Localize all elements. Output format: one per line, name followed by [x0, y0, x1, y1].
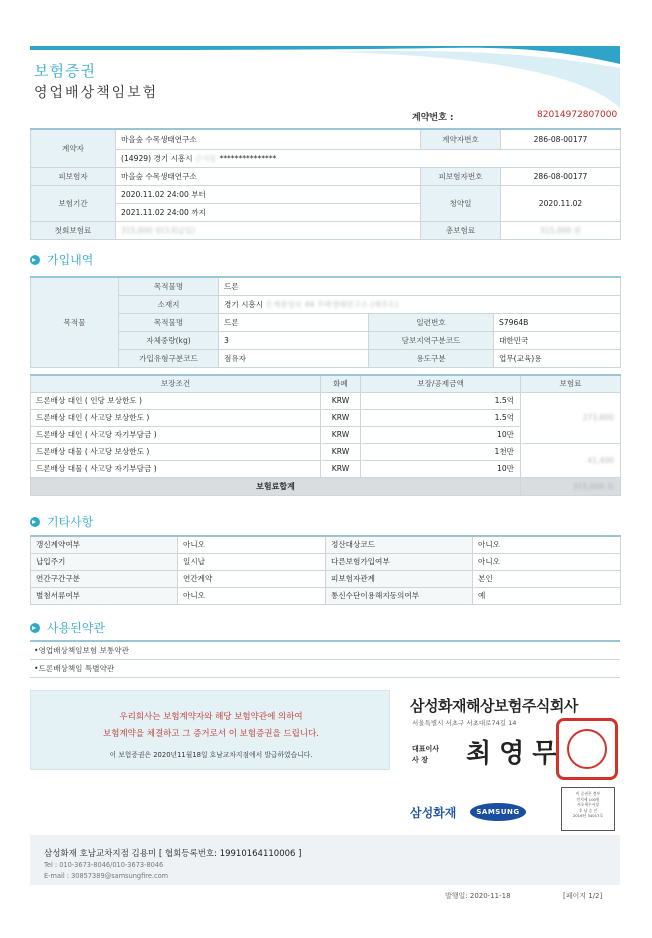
section-other [30, 513, 93, 531]
ceo-title-1: 대표이사 [412, 745, 440, 753]
first-premium-label: 첫회보험료 [31, 221, 116, 239]
premium-person: 273,600 [582, 413, 614, 422]
table-row [31, 553, 621, 570]
coverage-header-currency: 화폐 [321, 375, 361, 392]
coverage-name: 드론배상 대물 ( 사고당 자기부담금 ) [31, 460, 321, 477]
table-row [31, 587, 621, 604]
list-item: •드론배상책임 특별약관 [30, 660, 620, 678]
location-prefix: 경기 시흥시 [224, 299, 264, 309]
region-label: 담보지역구분코드 [369, 331, 494, 349]
other-label: 다른보험가입여부 [326, 553, 473, 570]
section-enrollment [30, 251, 93, 269]
stamp-duty-box [561, 787, 615, 831]
other-value: 일시납 [178, 553, 326, 570]
location-label: 소재지 [119, 295, 219, 313]
section-arrow-icon [30, 255, 40, 265]
insured-label: 피보험자 [31, 167, 116, 185]
notice-line-3: 이 보험증권은 2020년11월18일 호남교차지점에서 발급하였습니다. [109, 751, 313, 759]
page-subtitle: 영업배상책임보험 [34, 85, 159, 101]
coverage-amount: 10만 [361, 460, 521, 477]
total-value: 315,000 원 [572, 481, 614, 491]
ceo-title-2: 사 장 [412, 756, 428, 764]
contract-number-row [0, 110, 652, 124]
table-row [31, 392, 621, 409]
contract-number-value: 82014972807000 [537, 110, 618, 120]
table-row [31, 570, 621, 587]
contractor-address [116, 149, 621, 167]
location-value [219, 295, 621, 313]
coverage-name: 드론배상 대인 ( 사고당 보상한도 ) [31, 409, 321, 426]
samsung-fire-logo: 삼성화재 [410, 806, 457, 820]
contractor-name: 마을숲 수목생태연구소 [116, 129, 421, 149]
object-type-label: 목적물명 [119, 277, 219, 295]
join-type-label: 가입유형구분코드 [119, 349, 219, 367]
other-value: 연간계약 [178, 570, 326, 587]
section-terms-title: 사용된약관 [47, 621, 105, 635]
coverage-name: 드론배상 대인 ( 사고당 자기부담금 ) [31, 426, 321, 443]
address-masked: 근식동 [195, 153, 218, 163]
section-enrollment-title: 가입내역 [47, 253, 94, 267]
period-to: 2021.11.02 24:00 까지 [116, 203, 421, 221]
period-from: 2020.11.02 24:00 부터 [116, 185, 421, 203]
total-premium-value: 315,000 원 [539, 225, 582, 235]
contractor-no-label: 계약자번호 [421, 129, 501, 149]
period-label: 보험기간 [31, 185, 116, 221]
notice-line-2: 보험계약을 체결하고 그 증거로서 이 보험증권을 드립니다. [103, 729, 319, 739]
coverage-currency: KRW [321, 392, 361, 409]
certificate-header [30, 46, 620, 108]
agent-name: 삼성화재 호남교차지점 김용미 [ 협회등록번호: 19910164110006 ] [44, 849, 302, 859]
page-indicator: [페이지 1/2] [563, 892, 603, 900]
total-premium-label: 총보험료 [421, 221, 501, 239]
contractor-label: 계약자 [31, 129, 116, 167]
serial-value: S7964B [494, 313, 621, 331]
other-value: 아니오 [473, 553, 621, 570]
coverage-amount: 10만 [361, 426, 521, 443]
coverage-header-premium: 보험료 [521, 375, 621, 392]
other-value: 본인 [473, 570, 621, 587]
coverage-table [30, 374, 621, 496]
seal-inner-circle [567, 729, 607, 769]
object-name-label: 목적물명 [119, 313, 219, 331]
company-name: 삼성화재해상보험주식회사 [410, 697, 578, 715]
join-type-value: 점유자 [219, 349, 369, 367]
coverage-currency: KRW [321, 409, 361, 426]
other-label: 통신수단이용해지동의여부 [326, 587, 473, 604]
list-item: •영업배상책임보험 보통약관 [30, 642, 620, 660]
notice-box [30, 690, 390, 770]
address-stars: *************** [219, 153, 277, 163]
weight-value: 3 [219, 331, 369, 349]
insured-name: 마을숲 수목생태연구소 [116, 167, 421, 185]
coverage-amount: 1.5억 [361, 409, 521, 426]
agent-tel: Tel : 010-3673-8046/010-3673-8046 [44, 861, 164, 869]
contract-number-label: 계약번호 : [412, 113, 454, 123]
agent-email: E-mail : 30857389@samsungfire.com [44, 872, 169, 880]
region-value: 대한민국 [494, 331, 621, 349]
other-value: 아니오 [473, 536, 621, 553]
stamp-line: 인지세 100원 [576, 796, 600, 802]
total-label: 보험료합계 [31, 477, 521, 495]
coverage-header-amount: 보장/공제금액 [361, 375, 521, 392]
ceo-name: 최영무 [466, 739, 566, 769]
coverage-currency: KRW [321, 426, 361, 443]
other-value: 아니오 [178, 587, 326, 604]
page-title: 보험증권 [34, 62, 96, 80]
other-label: 별첨서류여부 [31, 587, 178, 604]
subscribe-label: 청약일 [421, 185, 501, 221]
other-label: 갱신계약여부 [31, 536, 178, 553]
contract-info-table [30, 128, 621, 240]
address-prefix: (14929) 경기 시흥시 [121, 153, 193, 163]
section-arrow-icon [30, 623, 40, 633]
serial-label: 일련번호 [369, 313, 494, 331]
stamp-line: 이 증권은 정부 [575, 791, 601, 796]
other-label: 납입주기 [31, 553, 178, 570]
insured-no-label: 피보험자번호 [421, 167, 501, 185]
notice-line-1: 우리회사는 보험계약자와 해당 보험약관에 의하여 [119, 712, 303, 722]
section-terms [30, 619, 105, 637]
table-row [31, 536, 621, 553]
issue-date: 발행일: 2020-11-18 [445, 892, 511, 900]
coverage-name: 드론배상 대인 ( 인당 보상한도 ) [31, 392, 321, 409]
section-other-title: 기타사항 [47, 515, 94, 529]
coverage-amount: 1천만 [361, 443, 521, 460]
stamp-line: 서초세무서장 [576, 802, 599, 808]
agent-box [30, 835, 620, 885]
subscribe-date: 2020.11.02 [501, 185, 621, 221]
coverage-header-condition: 보장조건 [31, 375, 321, 392]
ceo-title [412, 744, 439, 766]
coverage-name: 드론배상 대물 ( 사고당 보상한도 ) [31, 443, 321, 460]
section-arrow-icon [30, 517, 40, 527]
page-footer [0, 891, 652, 903]
use-value: 업무(교육)용 [494, 349, 621, 367]
object-table [30, 276, 621, 368]
insured-no: 286-08-00177 [501, 167, 621, 185]
samsung-logo: SAMSUNG [470, 803, 526, 821]
other-value: 아니오 [178, 536, 326, 553]
weight-label: 자체중량(kg) [119, 331, 219, 349]
object-name-value: 드론 [219, 313, 369, 331]
first-premium-value: 315,000 원(1회납입) [121, 225, 195, 235]
coverage-currency: KRW [321, 460, 361, 477]
company-seal [556, 718, 618, 780]
coverage-amount: 1.5억 [361, 392, 521, 409]
stamp-line: 2016년 34017호 [572, 813, 604, 819]
other-table [30, 535, 621, 605]
company-address: 서울특별시 서초구 서초대로74길 14 [412, 719, 517, 727]
coverage-currency: KRW [321, 443, 361, 460]
use-label: 용도구분 [369, 349, 494, 367]
contractor-no: 286-08-00177 [501, 129, 621, 149]
object-main-label: 목적물 [31, 277, 119, 367]
other-label: 피보험자관계 [326, 570, 473, 587]
other-label: 연간구간구분 [31, 570, 178, 587]
other-label: 정산대상코드 [326, 536, 473, 553]
table-row [31, 443, 621, 460]
location-masked: 은계중앙로 44 주택생태연구소 (제주도) [265, 299, 399, 309]
object-type-value: 드론 [219, 277, 621, 295]
stamp-line: 후 납 승 인 [578, 807, 598, 813]
other-value: 예 [473, 587, 621, 604]
premium-property: 41,400 [587, 455, 614, 465]
terms-list [30, 640, 620, 678]
